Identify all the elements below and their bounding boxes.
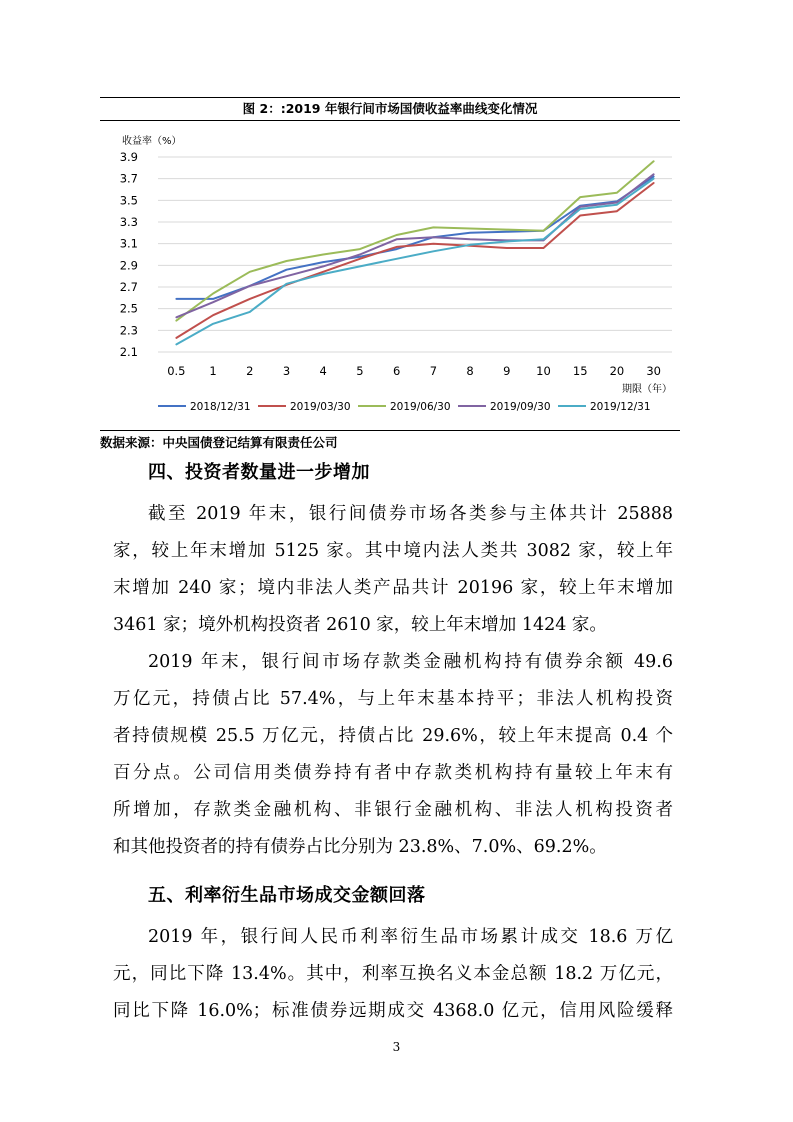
- y-axis-label: 收益率（%）: [122, 136, 182, 147]
- y-tick-label: 2.1: [119, 345, 138, 359]
- x-tick-label: 3: [282, 364, 291, 378]
- legend-label: 2018/12/31: [190, 401, 251, 413]
- y-tick-label: 3.7: [119, 171, 138, 186]
- paragraph-line: 所增加，存款类金融机构、非银行金融机构、非法人机构投资者: [113, 800, 673, 820]
- y-tick-label: 2.5: [119, 301, 138, 316]
- legend-label: 2019/12/31: [590, 401, 651, 413]
- x-tick-label: 8: [466, 364, 474, 378]
- x-tick-label: 30: [646, 364, 661, 378]
- x-axis-label: 期限（年）: [622, 384, 672, 395]
- paragraph-line: 2019 年，银行间人民币利率衍生品市场累计成交 18.6 万亿: [148, 927, 673, 947]
- x-tick-label: 4: [319, 364, 327, 378]
- section-4-heading: 四、投资者数量进一步增加: [148, 462, 370, 483]
- x-tick-label: 5: [356, 364, 364, 378]
- paragraph-line: 同比下降 16.0%；标准债券远期成交 4368.0 亿元，信用风险缓释: [113, 1001, 673, 1021]
- y-tick-label: 2.7: [119, 280, 138, 294]
- section-5-paragraph-1: [113, 919, 673, 1030]
- paragraph-line: 元，同比下降 13.4%。其中，利率互换名义本金总额 18.2 万亿元，: [113, 964, 673, 984]
- paragraph-line: 截至 2019 年末，银行间债券市场各类参与主体共计 25888: [148, 504, 673, 524]
- series-line-2019-12-31: [176, 179, 653, 345]
- y-tick-label: 2.3: [119, 323, 138, 338]
- paragraph-line: 者持债规模 25.5 万亿元，持债占比 29.6%，较上年末提高 0.4 个: [113, 726, 673, 746]
- x-tick-label: 0.5: [167, 364, 186, 378]
- y-tick-label: 3.3: [119, 215, 138, 229]
- paragraph-line: 末增加 240 家；境内非法人类产品共计 20196 家，较上年末增加: [113, 578, 673, 598]
- paragraph-line: 3461 家；境外机构投资者 2610 家，较上年末增加 1424 家。: [113, 615, 607, 635]
- section-4-paragraph-2: [113, 644, 673, 866]
- section-5-heading: 五、利率衍生品市场成交金额回落: [148, 885, 426, 906]
- yield-curve-chart: [100, 122, 680, 422]
- legend-label: 2019/03/30: [290, 401, 351, 413]
- x-tick-label: 1: [209, 364, 217, 378]
- paragraph-line: 家，较上年末增加 5125 家。其中境内法人类共 3082 家，较上年: [113, 541, 673, 561]
- y-tick-label: 2.9: [119, 258, 138, 273]
- figure-source: 数据来源：中央国债登记结算有限责任公司: [100, 430, 680, 451]
- x-tick-label: 10: [536, 364, 551, 378]
- paragraph-line: 和其他投资者的持有债券占比分别为 23.8%、7.0%、69.2%。: [113, 837, 607, 857]
- x-tick-label: 2: [246, 364, 254, 378]
- x-tick-label: 7: [429, 364, 438, 378]
- chart-svg: [100, 122, 680, 422]
- paragraph-line: 2019 年末，银行间市场存款类金融机构持有债券余额 49.6: [148, 652, 673, 672]
- page-number: 3: [392, 1040, 401, 1054]
- x-tick-label: 15: [572, 364, 588, 378]
- y-tick-label: 3.5: [119, 193, 138, 208]
- x-tick-label: 6: [392, 364, 401, 378]
- section-4-paragraph-1: [113, 496, 673, 644]
- y-tick-label: 3.1: [119, 236, 138, 251]
- y-tick-label: 3.9: [119, 150, 138, 164]
- paragraph-line: 百分点。公司信用类债券持有者中存款类机构持有量较上年末有: [113, 763, 673, 783]
- x-tick-label: 9: [503, 364, 511, 378]
- x-tick-label: 20: [609, 364, 625, 378]
- legend-label: 2019/06/30: [390, 401, 451, 413]
- legend-label: 2019/09/30: [490, 401, 551, 413]
- series-line-2019-06-30: [176, 161, 653, 320]
- paragraph-line: 万亿元，持债占比 57.4%，与上年末基本持平；非法人机构投资: [113, 689, 673, 709]
- figure-caption: 图 2：:2019 年银行间市场国债收益率曲线变化情况: [100, 97, 680, 121]
